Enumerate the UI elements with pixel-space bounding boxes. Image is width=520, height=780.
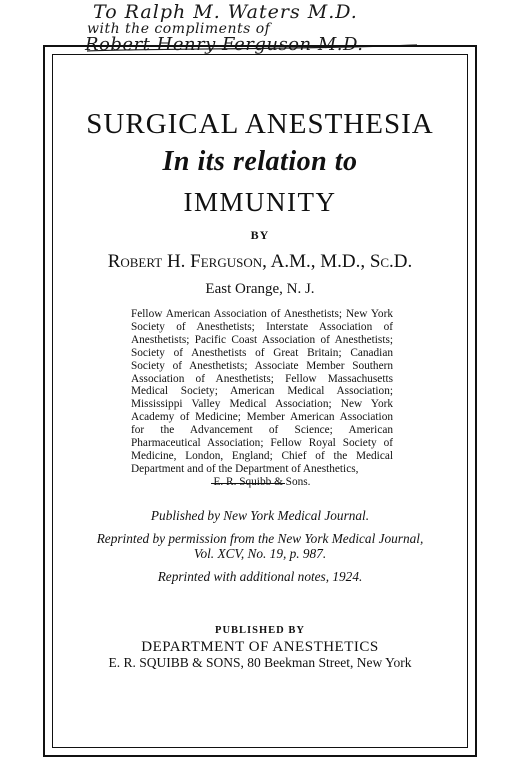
inscription-line-1: To Ralph M. Waters M.D. <box>93 1 358 23</box>
publication-line-3: Vol. XCV, No. 19, p. 987. <box>193 546 327 561</box>
publisher-department: DEPARTMENT OF ANESTHETICS <box>141 639 379 655</box>
author-name: Robert H. Ferguson, A.M., M.D., Sc.D. <box>107 251 413 272</box>
publication-line-1: Published by New York Medical Journal. <box>150 508 370 523</box>
inscription-line-2: with the compliments of <box>87 21 271 37</box>
author-credentials <box>131 308 393 489</box>
credentials-text: Fellow American Association of Anesthetists; New York Society of Anesthetists; Interstate Association of Anesthetists; Pacific Coast Association of Anesthetists; Society of Anesthetists of Great Britain; Canadian Society of Anesthetists; Associate Member Southern Association of Anesthetists; Fellow Massachusetts Medical Society; American Medical Association; Mississippi Valley Medical Association; New York Academy of Medicine; Member American Association for the Advancement of Science; American Pharmaceutical Association; Fellow Royal Society of Medicine, London, England; Chief of the Medical Department and of the Department of Anesthetics, <box>131 308 393 475</box>
author-location: East Orange, N. J. <box>205 281 315 297</box>
publisher-address: E. R. SQUIBB & SONS, 80 Beekman Street, New York <box>108 655 412 670</box>
main-title: SURGICAL ANESTHESIA <box>86 108 434 140</box>
inscription-line-3: Robert Henry Ferguson M.D. <box>85 34 364 55</box>
subtitle-immunity: IMMUNITY <box>183 187 337 217</box>
by-label: BY <box>250 228 270 242</box>
credentials-last-line: E. R. Squibb & Sons. <box>213 475 311 488</box>
publication-line-2: Reprinted by permission from the New York Medical Journal, <box>96 531 424 546</box>
publication-line-4: Reprinted with additional notes, 1924. <box>157 569 363 584</box>
published-by-label: PUBLISHED BY <box>215 625 305 636</box>
divider-rule <box>211 483 285 484</box>
subtitle: In its relation to <box>162 146 358 177</box>
